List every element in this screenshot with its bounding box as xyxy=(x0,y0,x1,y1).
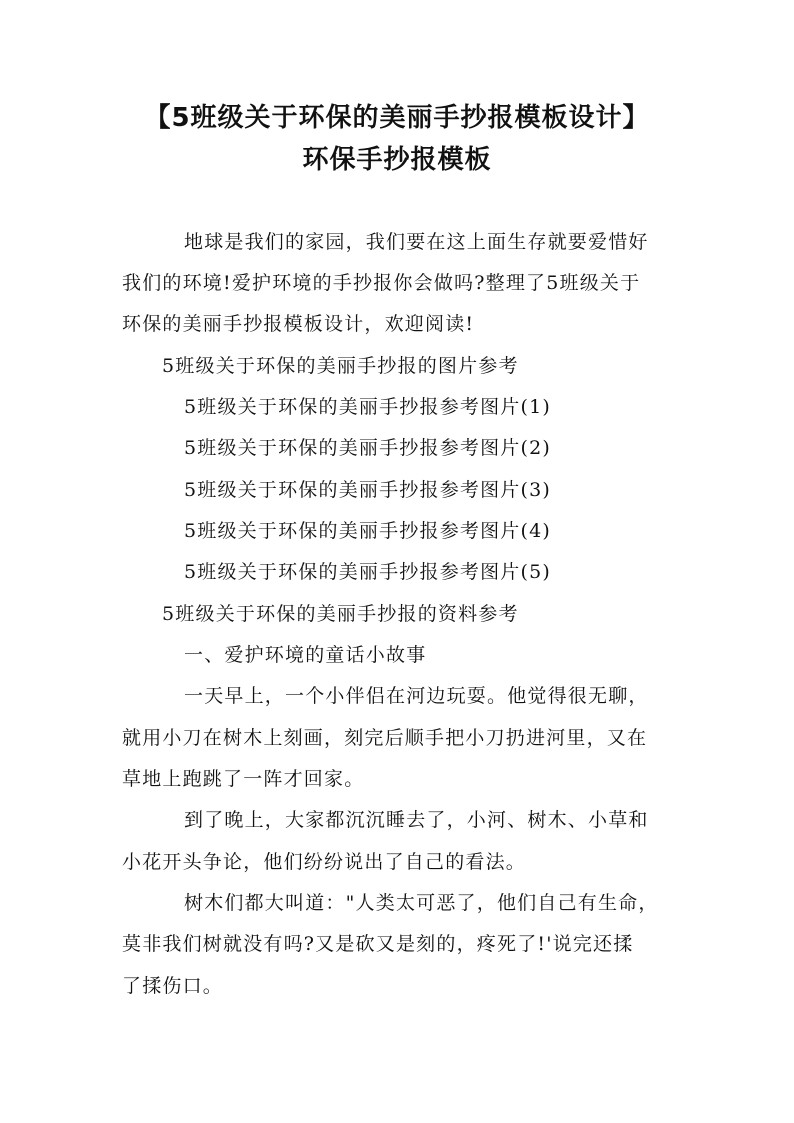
picture-reference-3: 5班级关于环保的美丽手抄报参考图片(3) xyxy=(184,479,552,501)
section-heading-materials: 5班级关于环保的美丽手抄报的资料参考 xyxy=(162,603,519,625)
paragraph-intro-line-3: 环保的美丽手抄报模板设计，欢迎阅读! xyxy=(122,313,475,335)
paragraph-intro-line-2: 我们的环境!爱护环境的手抄报你会做吗?整理了5班级关于 xyxy=(122,272,641,294)
story-paragraph-3-line-2: 莫非我们树就没有吗?又是砍又是刻的，疼死了!'说完还揉 xyxy=(122,933,634,955)
subsection-heading-story: 一、爱护环境的童话小故事 xyxy=(184,644,427,666)
story-paragraph-1-line-2: 就用小刀在树木上刻画，刻完后顺手把小刀扔进河里，又在 xyxy=(122,727,648,749)
story-paragraph-3-line-3: 了揉伤口。 xyxy=(122,975,224,997)
picture-reference-2: 5班级关于环保的美丽手抄报参考图片(2) xyxy=(184,437,552,459)
story-paragraph-1-line-3: 草地上跑跳了一阵才回家。 xyxy=(122,768,365,790)
picture-reference-4: 5班级关于环保的美丽手抄报参考图片(4) xyxy=(184,520,552,542)
picture-reference-5: 5班级关于环保的美丽手抄报参考图片(5) xyxy=(184,561,552,583)
paragraph-intro-line-1: 地球是我们的家园，我们要在这上面生存就要爱惜好 xyxy=(184,231,649,253)
story-paragraph-2-line-1: 到了晚上，大家都沉沉睡去了，小河、树木、小草和 xyxy=(184,809,649,831)
story-paragraph-1-line-1: 一天早上，一个小伴侣在河边玩耍。他觉得很无聊， xyxy=(184,685,649,707)
story-paragraph-3-line-1: 树木们都大叫道："人类太可恶了，他们自己有生命， xyxy=(184,892,659,914)
picture-reference-1: 5班级关于环保的美丽手抄报参考图片(1) xyxy=(184,396,552,418)
document-title-line-1: 【5班级关于环保的美丽手抄报模板设计】 xyxy=(144,103,650,133)
section-heading-pictures: 5班级关于环保的美丽手抄报的图片参考 xyxy=(162,355,519,377)
document-title-line-2: 环保手抄报模板 xyxy=(302,145,492,175)
story-paragraph-2-line-2: 小花开头争论，他们纷纷说出了自己的看法。 xyxy=(122,851,527,873)
